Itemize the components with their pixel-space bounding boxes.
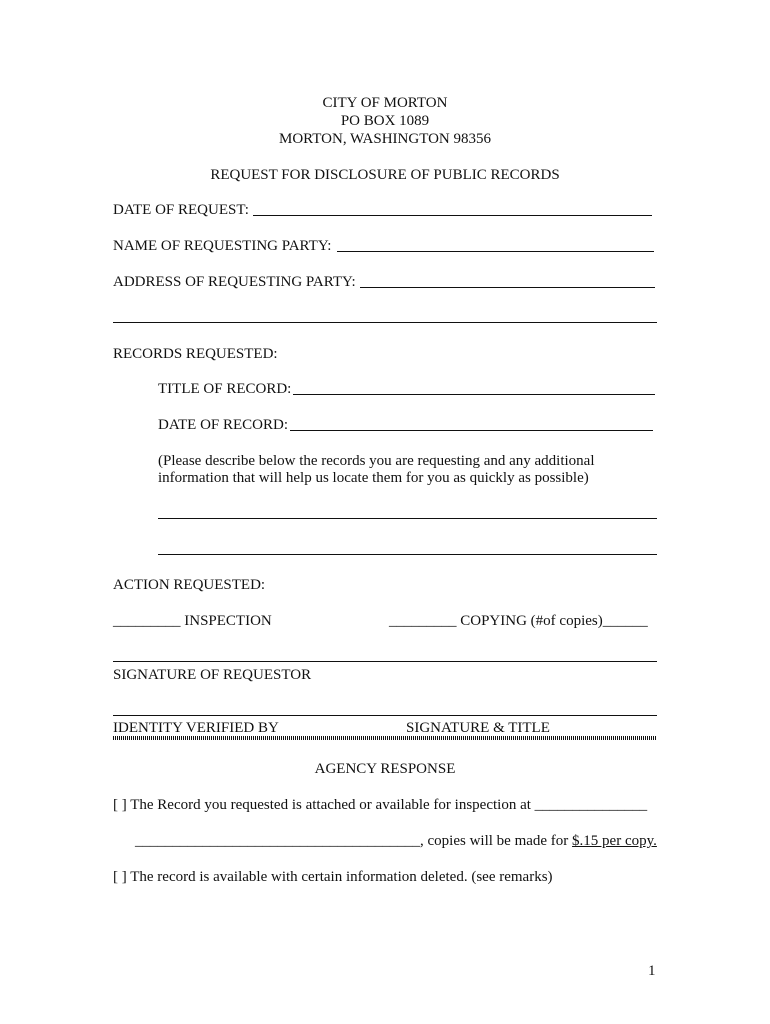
signature-and-title-label: SIGNATURE & TITLE xyxy=(406,720,550,736)
date-of-record-label: DATE OF RECORD: xyxy=(158,417,289,433)
section-divider xyxy=(113,736,657,740)
records-instructions-line1: (Please describe below the records you are requesting and any additional xyxy=(158,453,595,469)
action-requested-heading: ACTION REQUESTED: xyxy=(113,577,266,593)
title-of-record-label: TITLE OF RECORD: xyxy=(158,381,292,397)
agency-option-deleted[interactable]: [ ] The record is available with certain information deleted. (see remarks) xyxy=(113,869,553,885)
date-of-record-field[interactable] xyxy=(290,430,653,431)
agency-response-heading: AGENCY RESPONSE xyxy=(314,761,456,777)
requestor-signature-field[interactable] xyxy=(113,661,657,662)
identity-verified-field[interactable] xyxy=(113,715,657,716)
copies-line-text: ______________________________________, copies will be made for xyxy=(135,833,573,849)
address-second-line-field[interactable] xyxy=(113,322,657,323)
page-number: 1 xyxy=(648,963,656,979)
date-of-request-label: DATE OF REQUEST: xyxy=(113,202,249,218)
city-address: MORTON, WASHINGTON 98356 xyxy=(278,131,492,147)
city-name: CITY OF MORTON xyxy=(322,95,448,111)
signature-of-requestor-label: SIGNATURE OF REQUESTOR xyxy=(113,667,312,683)
inspection-option[interactable]: _________ INSPECTION xyxy=(113,613,272,629)
records-description-line2-field[interactable] xyxy=(158,554,657,555)
po-box: PO BOX 1089 xyxy=(340,113,430,129)
address-of-requesting-party-field[interactable] xyxy=(360,287,655,288)
name-of-requesting-party-field[interactable] xyxy=(337,251,654,252)
identity-verified-by-label: IDENTITY VERIFIED BY xyxy=(113,720,279,736)
records-requested-heading: RECORDS REQUESTED: xyxy=(113,346,278,362)
records-instructions-line2: information that will help us locate them for you as quickly as possible) xyxy=(158,470,589,486)
copying-option[interactable]: _________ COPYING (#of copies)______ xyxy=(389,613,648,629)
name-of-requesting-party-label: NAME OF REQUESTING PARTY: xyxy=(113,238,332,254)
title-of-record-field[interactable] xyxy=(293,394,655,395)
copy-price: $.15 per copy. xyxy=(572,833,657,849)
records-description-line1-field[interactable] xyxy=(158,518,657,519)
form-title: REQUEST FOR DISCLOSURE OF PUBLIC RECORDS xyxy=(210,167,560,183)
copies-line xyxy=(135,832,657,850)
agency-option-attached[interactable]: [ ] The Record you requested is attached or available for inspection at _______________ xyxy=(113,797,648,813)
date-of-request-field[interactable] xyxy=(253,215,652,216)
address-of-requesting-party-label: ADDRESS OF REQUESTING PARTY: xyxy=(113,274,356,290)
